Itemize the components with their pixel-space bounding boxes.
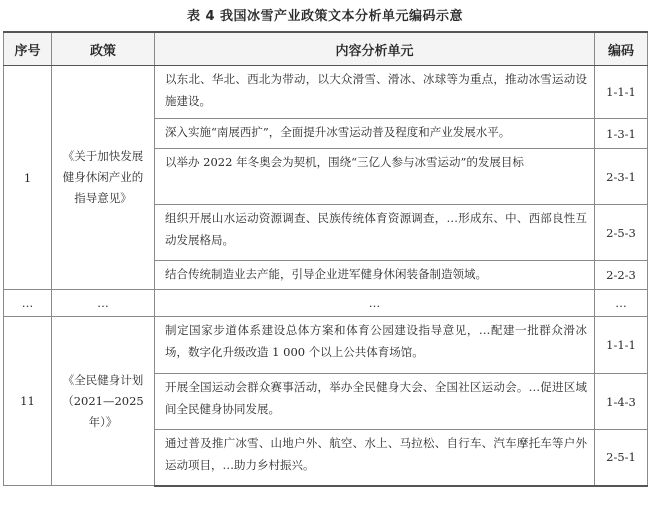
policy-cell: 《关于加快发展健身休闲产业的指导意见》: [52, 66, 155, 290]
ellipsis-cell: …: [595, 290, 648, 317]
row-index: 1: [4, 66, 52, 290]
row-index: 11: [4, 317, 52, 486]
unit-cell: 组织开展山水运动资源调查、民族传统体育资源调查，…形成东、中、西部良性互动发展格局。: [155, 205, 595, 261]
code-cell: 1-1-1: [595, 66, 648, 119]
header-code: 编码: [595, 32, 648, 66]
unit-cell: 通过普及推广冰雪、山地户外、航空、水上、马拉松、自行车、汽车摩托车等户外运动项目，…助力乡村振兴。: [155, 430, 595, 486]
header-row: [4, 32, 648, 66]
ellipsis-cell: …: [52, 290, 155, 317]
code-cell: 1-3-1: [595, 119, 648, 149]
code-cell: 1-4-3: [595, 374, 648, 430]
table-row: [4, 317, 648, 374]
ellipsis-cell: …: [155, 290, 595, 317]
unit-cell: 制定国家步道体系建设总体方案和体育公园建设指导意见，…配建一批群众滑冰场，数字化升级改造 1 000 个以上公共体育场馆。: [155, 317, 595, 374]
unit-cell: 开展全国运动会群众赛事活动，举办全民健身大会、全国社区运动会。…促进区域间全民健身协同发展。: [155, 374, 595, 430]
code-cell: 2-3-1: [595, 149, 648, 205]
unit-cell: 结合传统制造业去产能，引导企业进军健身休闲装备制造领域。: [155, 261, 595, 290]
code-cell: 2-5-1: [595, 430, 648, 486]
policy-cell: 《全民健身计划（2021—2025年）》: [52, 317, 155, 486]
table-title: 表 4 我国冰雪产业政策文本分析单元编码示意: [186, 9, 464, 24]
unit-cell: 以东北、华北、西北为带动，以大众滑雪、滑冰、冰球等为重点，推动冰雪运动设施建设。: [155, 66, 595, 119]
ellipsis-row: [4, 290, 648, 317]
code-cell: 2-5-3: [595, 205, 648, 261]
header-index: 序号: [4, 32, 52, 66]
header-policy: 政策: [52, 32, 155, 66]
code-cell: 1-1-1: [595, 317, 648, 374]
code-cell: 2-2-3: [595, 261, 648, 290]
table-row: [4, 66, 648, 119]
ellipsis-cell: …: [4, 290, 52, 317]
coding-table: [3, 31, 648, 487]
header-unit: 内容分析单元: [155, 32, 595, 66]
unit-cell: 以举办 2022 年冬奥会为契机，围绕“三亿人参与冰雪运动”的发展目标: [155, 149, 595, 205]
unit-cell: 深入实施“南展西扩”，全面提升冰雪运动普及程度和产业发展水平。: [155, 119, 595, 149]
